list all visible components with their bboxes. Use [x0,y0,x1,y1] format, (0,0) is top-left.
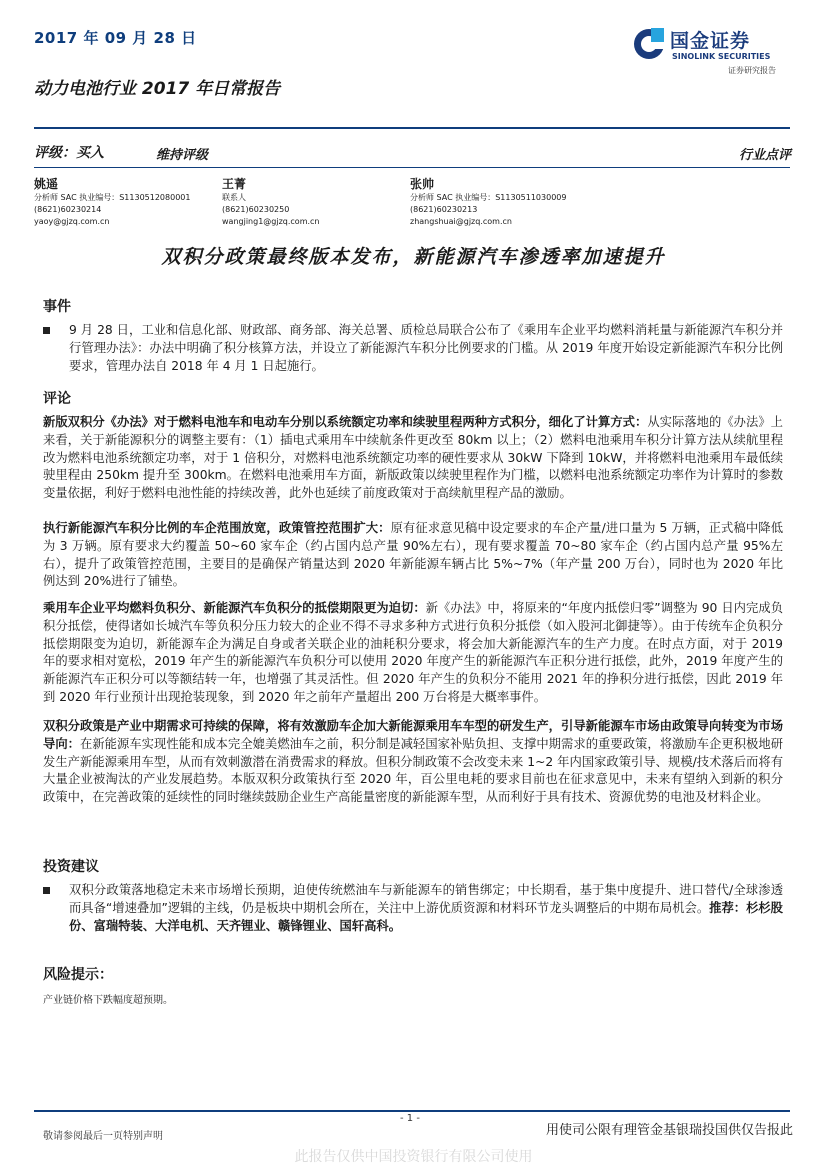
analyst-card [34,176,190,228]
analyst-email[interactable]: zhangshuai@gjzq.com.cn [410,217,512,226]
analyst-role: 联系人 [222,193,246,202]
investment-bullet [43,882,783,935]
disclaimer-note: 敬请参阅最后一页特别声明 [43,1131,163,1142]
analyst-role: 分析师 SAC 执业编号：S1130512080001 [34,193,191,202]
comment-paragraph [43,414,783,503]
footer-notice: 用使司公限有理管金基银瑞投国供仅告报此 [545,1123,793,1138]
analyst-email[interactable]: yaoy@gjzq.com.cn [34,217,110,226]
sinolink-logo [632,22,792,78]
rating-maintain: 维持评级 [156,148,209,163]
header-divider [34,127,790,129]
sinolink-logo-icon [632,24,666,64]
paragraph-body: 从实际落地的《办法》上来看，关于新能源积分的调整主要有：（1）插电式乘用车中续航条件更改至 80km 以上；（2）燃料电池乘用车积分计算方法从续航里程改为燃料电池系统额定功率，对于 1 倍积分，对燃料电池系统额定功率的硬性要求从 30kW 下降到 10kW，并将燃料电池乘用车最低续驶里程由 250km 提升至 300km。在燃料电池乘用车方面，新版政策以续驶里程作为门槛，以燃料电池系统额定功率作为计算时的参数变量依据，利好于燃料电池性能的持续改善，此外也延续了前度政策对于高续航里程产品的激励。 [43,415,783,501]
analyst-name: 王菁 [222,177,247,191]
page-number: - 1 - [400,1113,420,1124]
headline: 双积分政策最终版本发布，新能源汽车渗透率加速提升 [161,246,666,268]
event-text: 9 月 28 日，工业和信息化部、财政部、商务部、海关总署、质检总局联合公布了《乘用车企业平均燃料消耗量与新能源汽车积分并行管理办法》：办法中明确了积分核算方法，并设立了新能源汽车积分比例要求的门槛。从 2019 年度开始设定新能源汽车积分比例要求，管理办法自 2018 年 4 月 1 日起施行。 [69,323,783,373]
investment-heading: 投资建议 [43,859,99,875]
report-date: 2017 年 09 月 28 日 [34,29,197,47]
report-category: 行业点评 [738,148,791,163]
comment-paragraph [43,718,783,807]
analyst-card [410,176,566,228]
logo-subtitle: 证券研究报告 [728,66,776,75]
analyst-phone: (8621)60230250 [222,205,290,214]
logo-english-name: SINOLINK SECURITIES [672,52,771,61]
risk-text: 产业链价格下跌幅度超预期。 [43,995,173,1006]
paragraph-lead: 乘用车企业平均燃料负积分、新能源汽车负积分的抵偿期限更为迫切： [43,601,426,615]
paragraph-lead: 双积分政策是产业中期需求可持续的保障，将有效激励车企加大新能源乘用车车型的研发生产，引导新能源车市场由政策导向转变为市场导向： [43,719,783,751]
analyst-name: 姚遥 [34,177,59,191]
paragraph-body: 在新能源车实现性能和成本完全媲美燃油车之前，积分制是减轻国家补贴负担、支撑中期需求的重要政策，将激励车企更积极地研发生产新能源乘用车型，从而有效刺激潜在消费需求的释放。但积分制政策不会改变未来 1~2 年内国家政策引导、规模/技术落后而将有大量企业被淘汰的产业发展趋势。本版双积分政策执行至 2020 年，百公里电耗的要求目前也在征求意见中，未来有望纳入到新的积分政策中，在完善政策的延续性的同时继续鼓励企业生产高能量密度的新能源车型，从而利好于具有技术、资源优势的电池及材料企业。 [43,736,783,805]
event-heading: 事件 [43,299,71,315]
analyst-name: 张帅 [410,177,435,191]
analyst-role: 分析师 SAC 执业编号：S1130511030009 [410,193,567,202]
analyst-email[interactable]: wangjing1@gjzq.com.cn [222,217,320,226]
analyst-card [222,176,320,228]
paragraph-lead: 执行新能源汽车积分比例的车企范围放宽，政策管控范围扩大： [43,521,391,535]
rating-divider [34,167,790,168]
investment-text [69,882,783,935]
event-bullet [43,322,783,375]
analyst-phone: (8621)60230213 [410,205,478,214]
rating-label: 评级：买入 [34,145,104,161]
comment-paragraph [43,600,783,707]
analyst-phone: (8621)60230214 [34,205,102,214]
logo-chinese-name: 国金证券 [670,30,751,52]
bullet-square-icon [43,327,50,334]
paragraph-body: 新《办法》中，将原来的“年度内抵偿归零”调整为 90 日内完成负积分抵偿，使得诸如长城汽车等负积分压力较大的企业不得不寻求多种方式进行负积分抵偿（如入股河北御捷等）。由于传统车企负积分抵偿期限变为迫切，新能源车企为满足自身或者关联企业的油耗积分要求，将会加大新能源汽车的生产力度。在时点方面，对于 2019 年的要求相对宽松，2019 年产生的新能源汽车负积分可以使用 2020 年度产生的新能源汽车正积分进行抵偿，此外，2019 年度产生的新能源汽车正积分可以等额结转一年，也增强了其灵活性。但 2020 年产生的负积分不能用 2021 年的挣积分进行抵偿，因此 2019 年到 2020 年行业预计出现抢装现象，到 2020 年之前年产量超出 200 万台将是大概率事件。 [43,601,783,704]
paragraph-lead: 新版双积分《办法》对于燃料电池车和电动车分别以系统额定功率和续驶里程两种方式积分，细化了计算方式： [43,415,648,429]
investment-body: 双积分政策落地稳定未来市场增长预期，迫使传统燃油车与新能源车的销售绑定；中长期看，基于集中度提升、进口替代/全球渗透而具备“增速叠加”逻辑的主线，仍是板块中期机会所在，关注中上游优质资源和材料环节龙头调整后的中期布局机会。 [69,883,783,915]
bullet-square-icon [43,887,50,894]
comment-heading: 评论 [43,391,71,407]
comment-paragraph [43,520,783,591]
footer-divider [34,1110,790,1112]
recommend-list: 杉杉股份、富瑞特装、大洋电机、天齐锂业、赣锋锂业、国轩高科。 [69,900,783,933]
paragraph-body: 原有征求意见稿中设定要求的车企产量/进口量为 5 万辆，正式稿中降低为 3 万辆。原有要求大约覆盖 50~60 家车企（约占国内总产量 90%左右），现有要求覆盖 70~80 家车企（约占国内总产量 95%左右），提升了政策管控范围，主要目的是确保产销量达到 2020 年新能源车辆占比 5%~7%（年产量 200 万台），同时也为 2020 年比例达到 20%进行了铺垫。 [43,521,783,589]
recommend-label: 推荐： [709,900,747,915]
risk-heading: 风险提示： [43,967,113,983]
report-series-title: 动力电池行业 2017 年日常报告 [34,79,281,99]
watermark-text: 此报告仅供中国投资银行有限公司使用 [294,1149,533,1165]
